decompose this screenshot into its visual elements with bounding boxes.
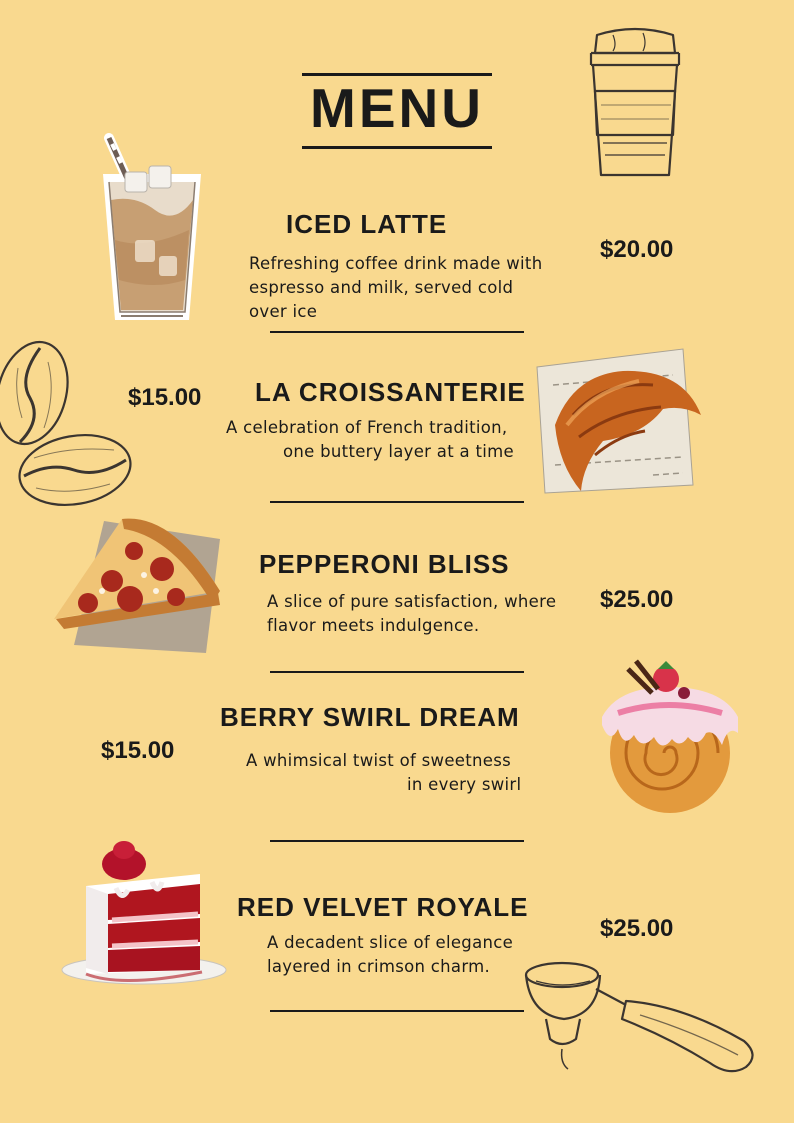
- item-divider: [270, 671, 524, 673]
- item-description-line: A celebration of French tradition,: [226, 418, 508, 437]
- item-description-line: A whimsical twist of sweetness: [246, 751, 512, 770]
- coffee-beans-sketch-icon: [0, 338, 135, 510]
- item-divider: [270, 840, 524, 842]
- item-description-line: flavor meets indulgence.: [267, 616, 480, 635]
- pizza-slice-image: [52, 517, 230, 659]
- item-title-berry-swirl-dream: BERRY SWIRL DREAM: [220, 702, 520, 732]
- title-top-rule: [302, 73, 492, 76]
- item-description-line: A slice of pure satisfaction, where: [267, 592, 557, 611]
- item-price-red-velvet-royale: $25.00: [600, 915, 674, 942]
- iced-latte-image: [95, 130, 210, 330]
- item-description-line: espresso and milk, served cold: [249, 278, 514, 297]
- item-title-iced-latte: ICED LATTE: [286, 209, 448, 239]
- item-title-pepperoni-bliss: PEPPERONI BLISS: [259, 549, 510, 579]
- berry-swirl-bun-image: [588, 653, 750, 815]
- coffee-cup-sketch-icon: [583, 25, 687, 181]
- menu-title: MENU: [310, 77, 484, 139]
- item-description-line: in every swirl: [407, 775, 522, 794]
- croissant-image: [533, 345, 705, 495]
- item-price-berry-swirl-dream: $15.00: [101, 737, 175, 764]
- item-description-line: A decadent slice of elegance: [267, 933, 514, 952]
- item-divider: [270, 501, 524, 503]
- item-price-pepperoni-bliss: $25.00: [600, 586, 674, 613]
- item-title-la-croissanterie: LA CROISSANTERIE: [255, 377, 526, 407]
- item-divider: [270, 331, 524, 333]
- item-description-line: over ice: [249, 302, 318, 321]
- item-divider: [270, 1010, 524, 1012]
- item-description-line: Refreshing coffee drink made with: [249, 254, 543, 273]
- item-description-line: one buttery layer at a time: [283, 442, 514, 461]
- red-velvet-cake-image: [62, 838, 226, 990]
- item-description-line: layered in crimson charm.: [267, 957, 491, 976]
- item-price-iced-latte: $20.00: [600, 236, 674, 263]
- item-price-la-croissanterie: $15.00: [128, 384, 202, 411]
- portafilter-sketch-icon: [522, 945, 757, 1073]
- item-title-red-velvet-royale: RED VELVET ROYALE: [237, 892, 529, 922]
- title-bottom-rule: [302, 146, 492, 149]
